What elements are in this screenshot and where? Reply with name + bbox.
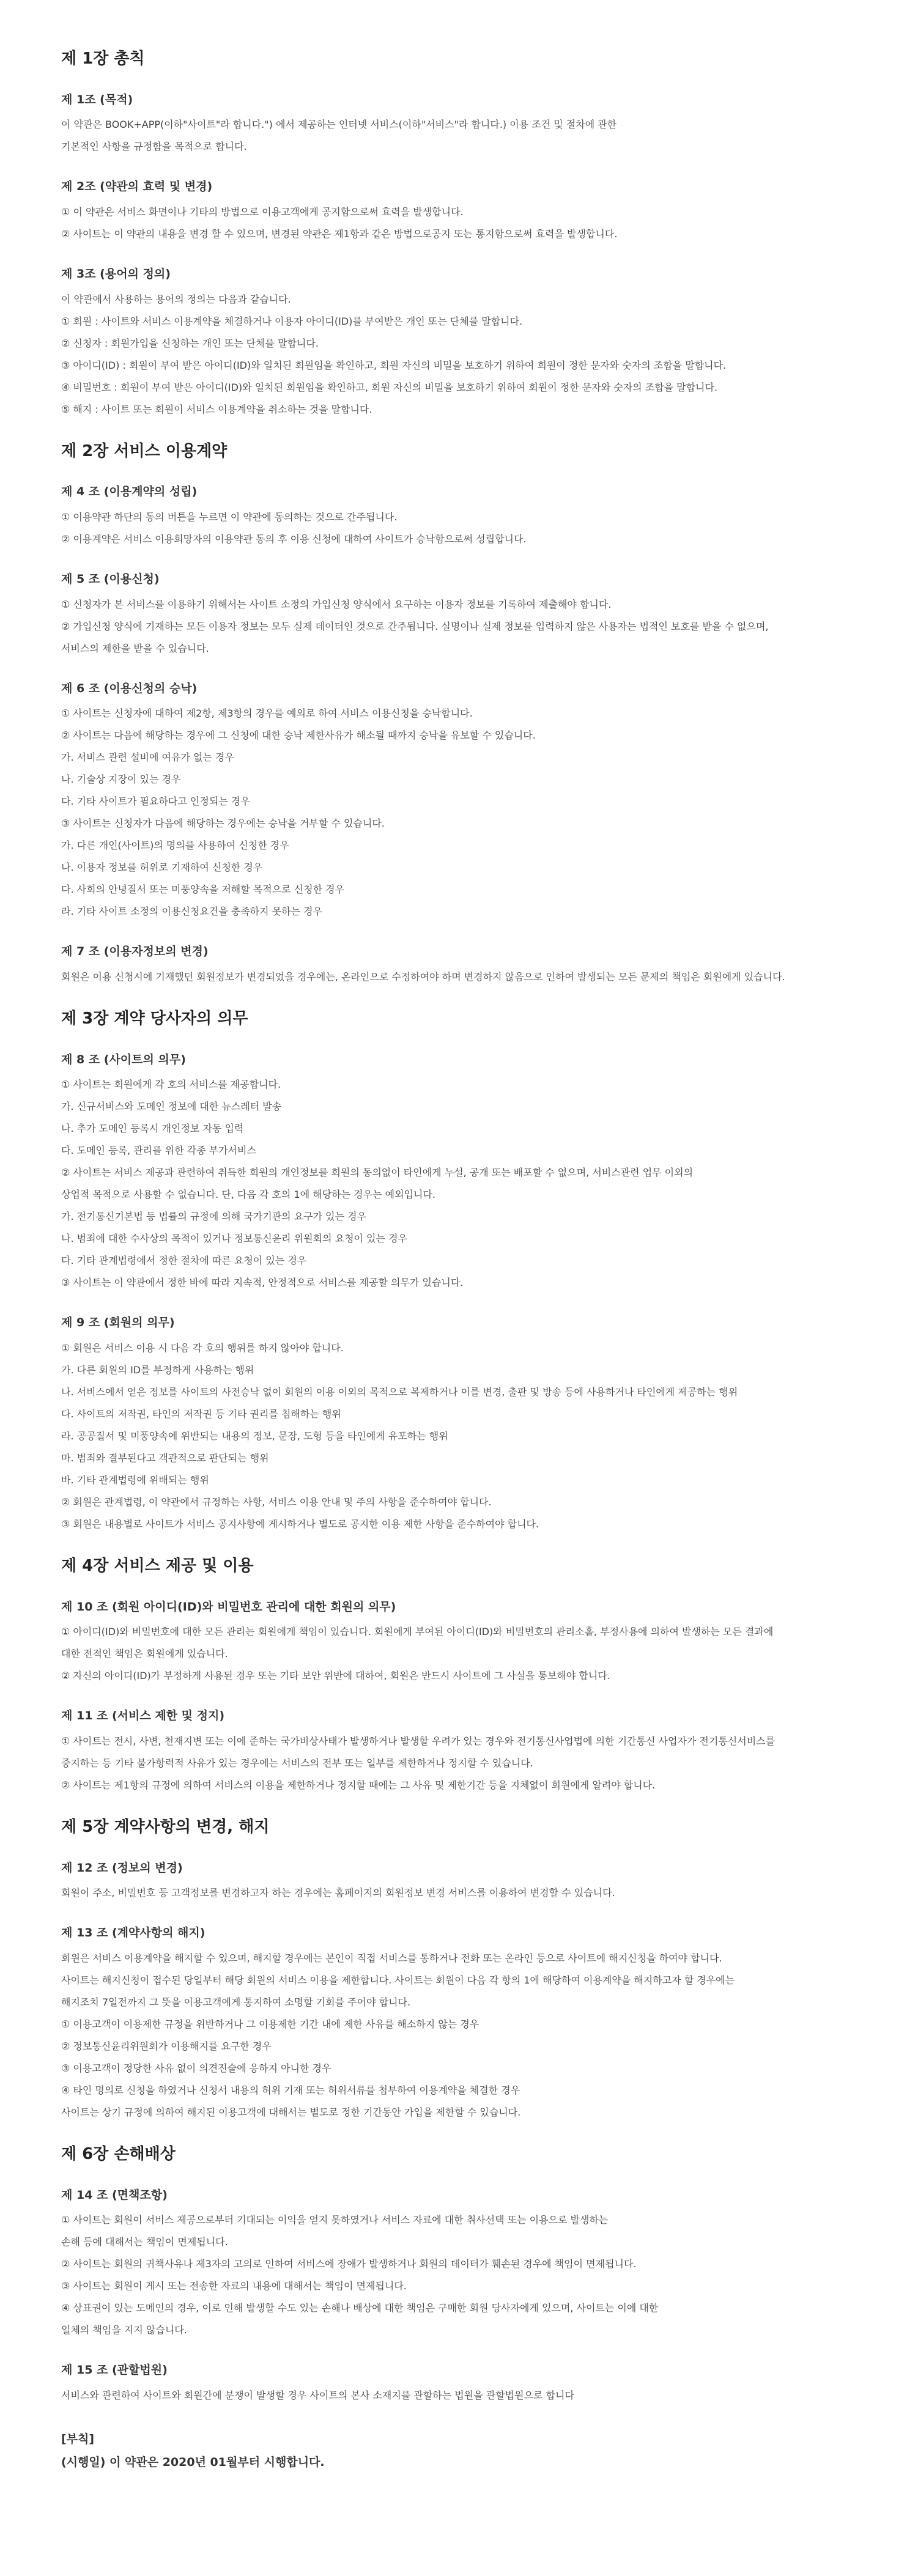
article-text-line: ② 사이트는 다음에 해당하는 경우에 그 신청에 대한 승낙 제한사유가 해소될 때까지 승낙을 유보할 수 있습니다. [61,729,536,742]
chapter-title: 제 1장 총칙 [61,50,145,68]
chapter-section [61,2144,857,2407]
article-text-line: 나. 범죄에 대한 수사상의 목적이 있거나 정보통신윤리 위원회의 요청이 있는 경우 [61,1233,407,1245]
article-text-line: ② 사이트는 이 약관의 내용을 변경 할 수 있으며, 변경된 약관은 제1항과 같은 방법으로공지 또는 통지함으로써 효력을 발생합니다. [61,227,618,240]
article-title: 제 11 조 (서비스 제한 및 정지) [61,1709,225,1723]
article [61,571,857,660]
article-title: 제 10 조 (회원 아이디(ID)와 비밀번호 관리에 대한 회원의 의무) [61,1600,396,1614]
article-title: 제 14 조 (면책조항) [61,2188,168,2202]
article-text-line: 라. 공공질서 및 미풍양속에 위반되는 내용의 정보, 문장, 도형 등을 타인에게 유포하는 행위 [61,1430,448,1442]
article-text-line: ④ 상표권이 있는 도메인의 경우, 이로 인해 발생할 수도 있는 손해나 배상에 대한 책임은 구매한 회원 당사자에게 있으며, 사이트는 이에 대한 [61,2302,659,2314]
addendum [61,2427,857,2474]
article-text-line: 다. 도메인 등록, 관리를 위한 각종 부가서비스 [61,1145,256,1157]
article-title: 제 13 조 (계약사항의 해지) [61,1926,205,1940]
article [61,1052,857,1294]
article-text-line: ① 이용약관 하단의 동의 버튼을 누르면 이 약관에 동의하는 것으로 간주됩니다. [61,511,398,523]
article-text-line: ① 사이트는 회원에게 각 호의 서비스를 제공합니다. [61,1079,281,1091]
article [61,1860,857,1905]
article-text-line: 상업적 목적으로 사용할 수 없습니다. 단, 다음 각 호의 1에 해당하는 경우는 예외입니다. [61,1189,435,1201]
article-text-line: 가. 신규서비스와 도메인 정보에 대한 뉴스레터 발송 [61,1101,282,1113]
article-text-line: 회원은 서비스 이용계약을 해지할 수 있으며, 해지할 경우에는 본인이 직접 서비스를 통하거나 전화 또는 온라인 등으로 사이트에 해지신청을 하여야 합니다. [61,1952,722,1964]
article-title: 제 7 조 (이용자정보의 변경) [61,945,209,959]
article-text-line: 마. 범죄와 결부된다고 객관적으로 판단되는 행위 [61,1452,269,1464]
article-text-line: 가. 서비스 관련 설비에 여유가 없는 경우 [61,751,234,764]
article-text-line: 바. 기타 관계법령에 위배되는 행위 [61,1474,209,1486]
article-text-line: 서비스와 관련하여 사이트와 회원간에 분쟁이 발생할 경우 사이트의 본사 소재지를 관할하는 법원을 관할법원으로 합니다 [61,2389,574,2401]
article-text-line: 다. 사회의 안녕질서 또는 미풍양속을 저해할 목적으로 신청한 경우 [61,884,345,896]
article-text-line: 다. 기타 관계법령에서 정한 절차에 따른 요청이 있는 경우 [61,1255,307,1267]
article-text-line: 나. 이용자 정보를 허위로 기재하여 신청한 경우 [61,862,263,874]
article-text-line: 이 약관에서 사용하는 용어의 정의는 다음과 같습니다. [61,293,291,305]
article-text-line: 회원이 주소, 비밀번호 등 고객정보를 변경하고자 하는 경우에는 홈페이지의 회원정보 변경 서비스를 이용하여 변경할 수 있습니다. [61,1887,615,1899]
article-text-line: ③ 사이트는 신청자가 다음에 해당하는 경우에는 승낙을 거부할 수 있습니다. [61,817,385,830]
article-text-line: 이 약관은 BOOK+APP(이하"사이트"라 합니다.") 에서 제공하는 인터넷 서비스(이하"서비스"라 합니다.) 이용 조건 및 절차에 관한 [61,119,617,131]
article-text-line: ③ 사이트는 이 약관에서 정한 바에 따라 지속적, 안정적으로 서비스를 제공할 의무가 있습니다. [61,1277,464,1289]
article [61,681,857,923]
article-text-line: ① 사이트는 신청자에 대하여 제2항, 제3항의 경우를 예외로 하여 서비스 이용신청을 승낙합니다. [61,707,473,720]
chapter-section [61,1817,857,2124]
article-text-line: ① 회원은 서비스 이용 시 다음 각 호의 행위를 하지 않아야 합니다. [61,1342,344,1354]
article-text-line: ③ 이용고객이 정당한 사유 없이 의견진술에 응하지 아니한 경우 [61,2062,331,2074]
chapter-title: 제 5장 계약사항의 변경, 해지 [61,1817,270,1836]
article-text-line: 사이트는 상기 규정에 의하여 해지된 이용고객에 대해서는 별도로 정한 기간동안 가입을 제한할 수 있습니다. [61,2106,521,2118]
article-text-line: 나. 추가 도메인 등록시 개인정보 자동 입력 [61,1123,244,1135]
article-text-line: 다. 사이트의 저작권, 타인의 저작권 등 기타 권리를 침해하는 행위 [61,1408,341,1420]
article-text-line: ① 이 약관은 서비스 화면이나 기타의 방법으로 이용고객에게 공지함으로써 효력을 발생합니다. [61,205,464,218]
article-text-line: 회원은 이용 신청시에 기재했던 회원정보가 변경되었을 경우에는, 온라인으로 수정하여야 하며 변경하지 않음으로 인하여 발생되는 모든 문제의 책임은 회원에게 있습니다. [61,970,785,983]
article-title: 제 1조 (목적) [61,92,133,106]
article-title: 제 9 조 (회원의 의무) [61,1316,175,1330]
article [61,1315,857,1535]
effective-date: (시행일) 이 약관은 2020년 01월부터 시행합니다. [61,2455,325,2469]
article-text-line: ③ 사이트는 회원이 게시 또는 전송한 자료의 내용에 대해서는 책임이 면제됩니다. [61,2280,407,2292]
article-text-line: ① 이용고객이 이용제한 규정을 위반하거나 그 이용제한 기간 내에 제한 사유를 해소하지 않는 경우 [61,2018,479,2030]
article [61,1925,857,2124]
article-title: 제 15 조 (관할법원) [61,2363,168,2377]
chapter-title: 제 2장 서비스 이용계약 [61,441,228,460]
chapter-section [61,1009,857,1535]
addendum-title: [부칙] [61,2432,95,2446]
chapter-section [61,49,857,421]
article-text-line: ③ 회원은 내용별로 사이트가 서비스 공지사항에 게시하거나 별도로 공지한 이용 제한 사항을 준수하여야 합니다. [61,1518,539,1530]
article-title: 제 12 조 (정보의 변경) [61,1861,183,1875]
chapter-title: 제 4장 서비스 제공 및 이용 [61,1556,254,1575]
article-text-line: ① 사이트는 전시, 사변, 천재지변 또는 이에 준하는 국가비상사태가 발생하거나 발생할 우려가 있는 경우와 전기통신사업법에 의한 기간통신 사업자가 전기통신서비스를 [61,1735,775,1747]
article-text-line: 다. 기타 사이트가 필요하다고 인정되는 경우 [61,795,250,808]
article-text-line: 중지하는 등 기타 불가항력적 사유가 있는 경우에는 서비스의 전부 또는 일부를 제한하거나 정지할 수 있습니다. [61,1757,533,1769]
article-text-line: 나. 기술상 지장이 있는 경우 [61,773,181,786]
article [61,179,857,245]
article-text-line: ④ 타인 명의로 신청을 하였거나 신청서 내용의 허위 기재 또는 허위서류를 첨부하여 이용계약을 체결한 경우 [61,2084,520,2096]
article [61,2187,857,2342]
chapter-section [61,1556,857,1796]
article-text-line: ③ 아이디(ID) : 회원이 부여 받은 아이디(ID)와 일치된 회원임을 확인하고, 회원 자신의 비밀을 보호하기 위하여 회원이 정한 문자와 숫자의 조합을 말합니다. [61,359,727,371]
article [61,1599,857,1688]
article-text-line: ① 회원 : 사이트와 서비스 이용계약을 체결하거나 이용자 아이디(ID)를 부여받은 개인 또는 단체를 말합니다. [61,315,523,327]
article-text-line: ② 사이트는 제1항의 규정에 의하여 서비스의 이용을 제한하거나 정지할 때에는 그 사유 및 제한기간 등을 지체없이 회원에게 알려야 합니다. [61,1779,656,1791]
article [61,266,857,421]
article-text-line: ① 사이트는 회원이 서비스 제공으로부터 기대되는 이익을 얻지 못하였거나 서비스 자료에 대한 취사선택 또는 이용으로 발생하는 [61,2214,609,2226]
article [61,943,857,988]
article-text-line: 대한 전적인 책임은 회원에게 있습니다. [61,1648,228,1660]
article-text-line: 가. 다른 회원의 ID를 부정하게 사용하는 행위 [61,1364,254,1376]
article [61,2362,857,2407]
article-text-line: 해지조치 7일전까지 그 뜻을 이용고객에게 통지하여 소명할 기회를 주어야 합니다. [61,1996,411,2008]
article-title: 제 3조 (용어의 정의) [61,267,171,281]
article-title: 제 8 조 (사이트의 의무) [61,1052,186,1066]
article-text-line: ② 가입신청 양식에 기재하는 모든 이용자 정보는 모두 실제 데이터인 것으로 간주됩니다. 실명이나 실제 정보를 입력하지 않은 사용자는 법적인 보호를 받을 수 없으며, [61,620,769,632]
article-text-line: 라. 기타 사이트 소정의 이용신청요건을 충족하지 못하는 경우 [61,906,323,918]
article-text-line: ② 신청자 : 회원가입을 신청하는 개인 또는 단체를 말합니다. [61,337,319,349]
chapter-title: 제 6장 손해배상 [61,2144,176,2163]
chapter-title: 제 3장 계약 당사자의 의무 [61,1009,248,1028]
article [61,92,857,158]
article-text-line: 나. 서비스에서 얻은 정보를 사이트의 사전승낙 없이 회원의 이용 이외의 목적으로 복제하거나 이를 변경, 출판 및 방송 등에 사용하거나 타인에게 제공하는 행위 [61,1386,738,1398]
article-text-line: ② 사이트는 서비스 제공과 관련하여 취득한 회원의 개인정보를 회원의 동의없이 타인에게 누설, 공개 또는 배포할 수 없으며, 서비스관련 업무 이외의 [61,1167,694,1179]
article-title: 제 2조 (약관의 효력 및 변경) [61,180,213,194]
article-text-line: 가. 전기통신기본법 등 법률의 규정에 의해 국가기관의 요구가 있는 경우 [61,1211,367,1223]
article-title: 제 5 조 (이용신청) [61,572,160,586]
article-text-line: 기본적인 사항을 규정함을 목적으로 합니다. [61,141,247,153]
article-text-line: ② 사이트는 회원의 귀책사유나 제3자의 고의로 인하여 서비스에 장애가 발생하거나 회원의 데이터가 훼손된 경우에 책임이 면제됩니다. [61,2258,637,2270]
article-text-line: ② 정보통신윤리위원회가 이용해지를 요구한 경우 [61,2040,272,2052]
article-text-line: ⑤ 해지 : 사이트 또는 회원이 서비스 이용계약을 취소하는 것을 말합니다. [61,403,372,415]
article-text-line: ① 신청자가 본 서비스를 이용하기 위해서는 사이트 소정의 가입신청 양식에서 요구하는 이용자 정보를 기록하여 제출해야 합니다. [61,598,612,610]
article-text-line: ② 회원은 관계법령, 이 약관에서 규정하는 사항, 서비스 이용 안내 및 주의 사항을 준수하여야 합니다. [61,1496,492,1508]
article-text-line: 사이트는 해지신청이 접수된 당일부터 해당 회원의 서비스 이용을 제한합니다. 사이트는 회원이 다음 각 항의 1에 해당하여 이용계약을 해지하고자 할 경우에는 [61,1974,735,1986]
article-text-line: ① 아이디(ID)와 비밀번호에 대한 모든 관리는 회원에게 책임이 있습니다. 회원에게 부여된 아이디(ID)와 비밀번호의 관리소홀, 부정사용에 의하여 발생하는 모든 결과에 [61,1626,774,1638]
article-text-line: 서비스의 제한을 받을 수 있습니다. [61,642,209,654]
chapter-section [61,441,857,988]
article-text-line: 손해 등에 대해서는 책임이 면제됩니다. [61,2236,228,2248]
article-text-line: ② 자신의 아이디(ID)가 부정하게 사용된 경우 또는 기타 보안 위반에 대하여, 회원은 반드시 사이트에 그 사실을 통보해야 합니다. [61,1670,610,1682]
article-text-line: 일체의 책임을 지지 않습니다. [61,2324,187,2336]
article [61,1708,857,1796]
article-title: 제 6 조 (이용신청의 승낙) [61,681,198,695]
article [61,484,857,550]
article-text-line: 가. 다른 개인(사이트)의 명의를 사용하여 신청한 경우 [61,840,289,852]
article-title: 제 4 조 (이용계약의 성립) [61,485,198,499]
article-text-line: ④ 비밀번호 : 회원이 부여 받은 아이디(ID)와 일치된 회원임을 확인하고, 회원 자신의 비밀을 보호하기 위하여 회원이 정한 문자와 숫자의 조합을 말합니다. [61,381,718,393]
article-text-line: ② 이용계약은 서비스 이용희망자의 이용약관 동의 후 이용 신청에 대하여 사이트가 승낙함으로써 성립합니다. [61,533,527,545]
